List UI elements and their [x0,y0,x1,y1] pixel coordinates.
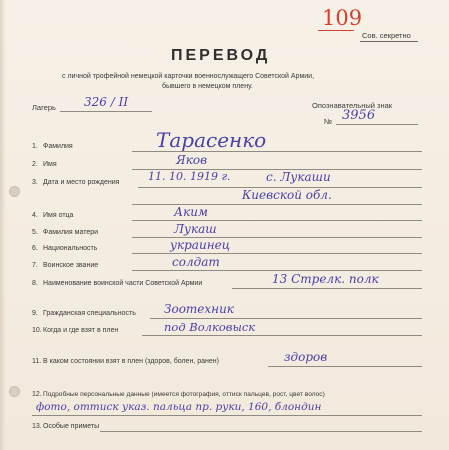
field-number: 4. [32,212,38,219]
field-number: 7. [32,262,38,269]
document-title: ПЕРЕВОД [171,47,271,64]
paper-edge [0,0,6,450]
field-number: 8. [32,280,38,287]
field-label-name: Имя [43,161,57,168]
field-value-personal: фото, оттиск указ. пальца пр. руки, 160, блондин [36,401,322,413]
field-label-nationality: Национальность [43,245,98,252]
field-value-rank: солдат [172,255,220,269]
tag-line [336,124,418,125]
camp-value: 326 / II [84,95,129,109]
secret-stamp: Сов. секретно [362,31,411,40]
field-label-surname: Фамилия [43,143,73,150]
subtitle-line-2: бывшего в немецком плену. [162,83,253,90]
field-line [132,220,422,221]
field-label-personal: Подробные персональные данные (имеется фотография, оттиск пальцев, рост, цвет волос) [43,391,325,398]
secret-underline [360,41,418,42]
field-value-mother: Лукаш [174,222,217,236]
field-value-captured: под Волковыск [164,320,256,334]
field-label-profession: Гражданская специальность [43,310,136,317]
field-label-birth: Дата и место рождения [43,179,120,186]
field-number: 12. [32,391,42,398]
field-line [32,415,422,416]
field-line [142,335,422,336]
field-number: 3. [32,179,38,186]
field-number: 2. [32,161,38,168]
field-value-unit: 13 Стрелк. полк [272,272,379,286]
tag-value: 3956 [342,108,376,123]
subtitle-line-1: с личной трофейной немецкой карточки военнослужащего Советской Армии, [62,73,315,80]
field-number: 10. [32,327,42,334]
punch-hole [9,386,20,397]
field-line [150,318,422,319]
field-number: 6. [32,245,38,252]
field-label-mother: Фамилия матери [43,229,99,236]
field-value-surname: Тарасенко [156,128,267,152]
field-label-condition: В каком состоянии взят в плен (здоров, болен, ранен) [43,358,219,365]
field-number: 1. [32,143,38,150]
field-value-birth-village: с. Лукаши [266,170,331,184]
field-label-unit: Наименование воинской части Советской Армии [43,280,203,287]
punch-hole [9,186,20,197]
field-value-name: Яков [176,153,208,167]
camp-label: Лагерь [32,103,56,112]
field-line [268,366,422,367]
page-number: 109 [322,6,363,30]
field-value-profession: Зоотехник [164,302,234,316]
camp-line [60,111,152,112]
tag-no-label: № [324,117,333,126]
field-value-condition: здоров [284,350,328,364]
field-number: 9. [32,310,38,317]
field-label-father: Имя отца [43,212,74,219]
field-line [232,288,422,289]
field-line [132,253,422,254]
field-label-rank: Воинское звание [43,262,99,269]
field-value-birth-region: Киевской обл. [242,188,332,202]
field-value-birth-date: 11. 10. 1919 г. [148,170,231,183]
field-label-marks: Особые приметы [43,423,100,430]
page-number-underline [318,30,354,31]
field-number: 11. [32,358,42,365]
field-value-nationality: украинец [170,238,231,252]
field-label-captured: Когда и где взят в плен [43,327,119,334]
field-value-father: Аким [174,205,208,219]
field-number: 13. [32,423,42,430]
tag-label: Опознавательный знак [312,101,393,110]
field-line [132,270,422,271]
field-number: 5. [32,229,38,236]
field-line [100,431,422,432]
